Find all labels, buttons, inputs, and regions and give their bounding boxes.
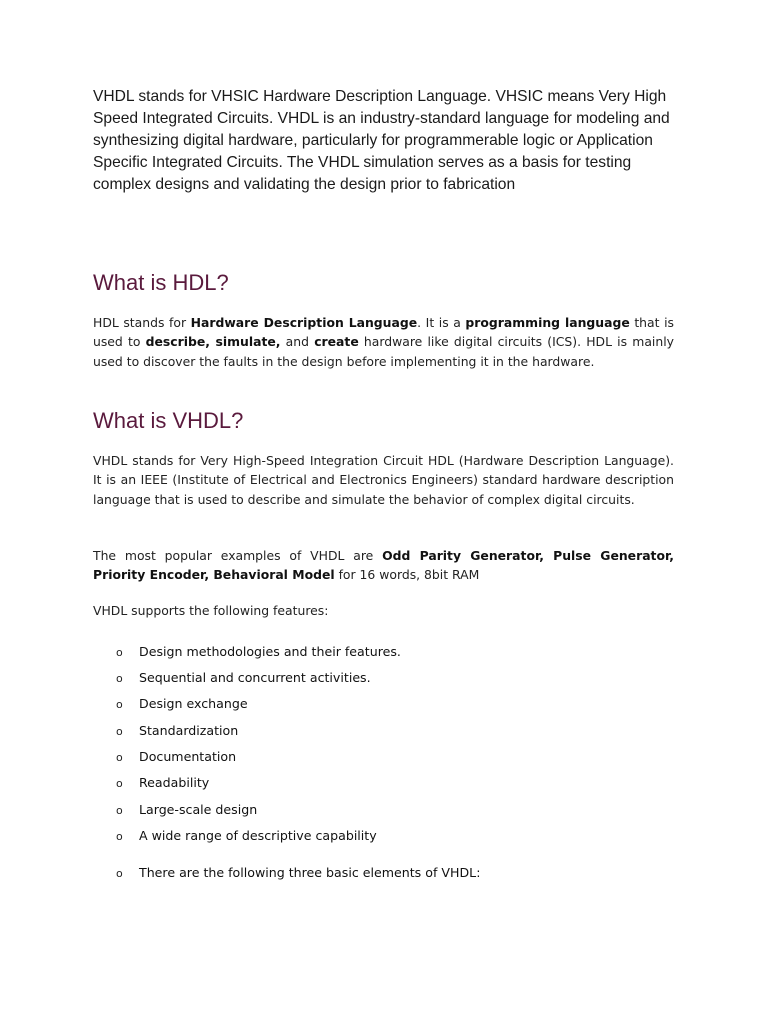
list-item xyxy=(116,669,371,688)
list-item-text: Large-scale design xyxy=(139,802,258,817)
hdl-text-1: HDL stands for xyxy=(93,315,191,330)
bullet-icon: o xyxy=(116,698,123,711)
examples-bold: Odd Parity Generator, Pulse Generator, Priority Encoder, Behavioral Model xyxy=(93,548,674,583)
list-item xyxy=(116,801,257,820)
hdl-text-5: hardware like digital circuits (ICS). HDL is mainly used to discover the faults in the design before implementing it in the hardware. xyxy=(93,334,674,369)
examples-text-post: for 16 words, 8bit RAM xyxy=(334,567,480,583)
list-item xyxy=(116,864,480,883)
hdl-text-2: . It is a xyxy=(417,315,466,330)
list-item-text: Standardization xyxy=(139,723,239,738)
bullet-icon: o xyxy=(116,777,123,790)
list-item-text: Design exchange xyxy=(139,696,248,711)
list-item xyxy=(116,748,236,767)
list-item-text: Documentation xyxy=(139,749,237,764)
intro-paragraph: VHDL stands for VHSIC Hardware Description Language. VHSIC means Very High Speed Integrated Circuits. VHDL is an industry-standard language for modeling and synthesizing digital hardware, particularly for programmerable logic or Application Specific Integrated Circuits. The VHDL simulation serves as a basis for testing complex designs and validating the design prior to fabrication xyxy=(93,88,670,193)
bullet-icon: o xyxy=(116,751,123,764)
hdl-bold-4: create xyxy=(314,334,359,350)
hdl-bold-2: programming language xyxy=(465,315,630,330)
heading-what-is-vhdl: What is VHDL? xyxy=(93,408,244,433)
vhdl-paragraph: VHDL stands for Very High-Speed Integration Circuit HDL (Hardware Description Language). It is an IEEE (Institute of Electrical and Electronics Engineers) standard hardware description language that is used to describe and simulate the behavior of complex digital circuits. xyxy=(93,453,674,507)
list-item-text: Readability xyxy=(139,775,210,790)
list-item xyxy=(116,643,401,662)
list-item xyxy=(116,827,377,846)
hdl-text-4: and xyxy=(280,334,315,350)
list-item-text: A wide range of descriptive capability xyxy=(139,828,377,843)
list-item-text: There are the following three basic elements of VHDL: xyxy=(139,865,481,880)
heading-what-is-hdl: What is HDL? xyxy=(93,270,229,295)
bullet-icon: o xyxy=(116,804,123,817)
list-item-text: Design methodologies and their features. xyxy=(139,644,401,659)
features-intro: VHDL supports the following features: xyxy=(93,603,329,618)
list-item xyxy=(116,695,248,714)
bullet-icon: o xyxy=(116,830,123,843)
bullet-icon: o xyxy=(116,646,123,659)
hdl-bold-1: Hardware Description Language xyxy=(190,315,418,330)
list-item xyxy=(116,774,209,793)
vhdl-examples-paragraph xyxy=(93,546,674,585)
list-item-text: Sequential and concurrent activities. xyxy=(139,670,371,685)
bullet-icon: o xyxy=(116,725,123,738)
list-item xyxy=(116,722,238,741)
bullet-icon: o xyxy=(116,672,123,685)
examples-text-pre: The most popular examples of VHDL are xyxy=(93,548,383,563)
bullet-icon: o xyxy=(116,867,123,880)
hdl-bold-3: describe, simulate, xyxy=(145,334,281,350)
hdl-paragraph xyxy=(93,313,674,371)
hdl-text-3: that is used to xyxy=(93,315,674,350)
